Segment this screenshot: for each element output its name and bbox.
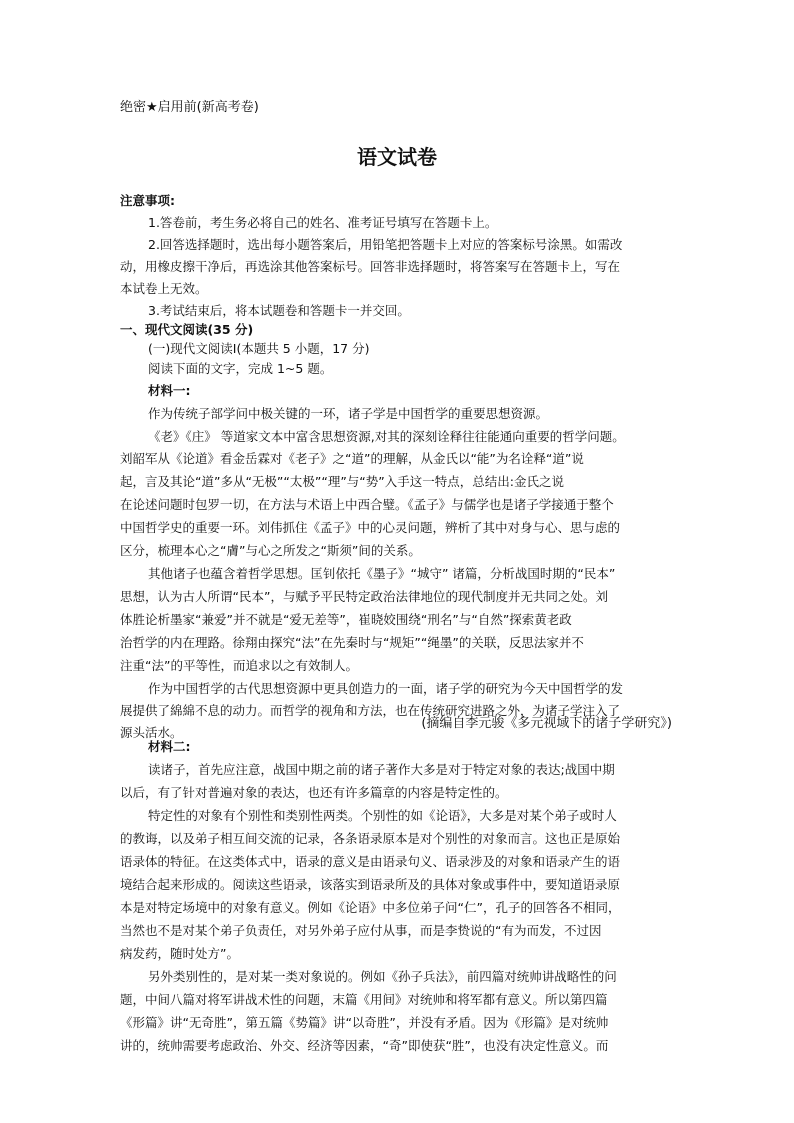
material-1-line: 《老》《庄》 等道家文本中富含思想资源,对其的深刻诠释往往能通向重要的哲学问题。 [148,429,625,444]
notes-item-2-line-1: 2.回答选择题时，选出每小题答案后，用铅笔把答题卡上对应的答案标号涂黑。如需改 [148,237,623,252]
material-2-line: 语录体的特征。在这类体式中，语录的意义是由语录句义、语录涉及的对象和语录产生的语 [120,854,621,869]
section-heading: 一、现代文阅读(35 分) [120,322,254,337]
material-1-line: 源头活水。 [120,725,183,740]
material-1-line: 展提供了綿綿不息的动力。而哲学的视角和方法，也在传统研究进路之外，为诸子学注入了 [120,703,621,718]
material-1-line: 作为传统子部学问中极关键的一环，诸子学是中国哲学的重要思想资源。 [148,406,549,421]
material-2-line: 以后，有了针对普遍对象的表达，也还有许多篇章的内容是特定性的。 [120,785,508,800]
material-2-line: 另外类别性的，是对某一类对象说的。例如《孙子兵法》，前四篇对统帅讲战略性的问 [148,969,617,984]
material-1-line: 注重“法”的平等性，而追求以之有效制人。 [120,658,358,673]
material-1-source: (摘编自李元骏《多元视域下的诸子学研究》) [421,716,672,731]
section-subheading: (一)现代文阅读Ⅰ(本题共 5 小题，17 分) [148,341,370,356]
material-1-line: 在论述问题时包罗一切，在方法与术语上中西合璧。《孟子》与儒学也是诸子学接通于整个 [120,497,614,512]
page-title: 语文试卷 [357,145,437,169]
material-1-line: 体胜论析墨家“兼爱”并不就是“爱无差等”，崔晓姣围绕“刑名”与“自然”探索黄老政 [120,612,572,627]
material-1-line: 思想，认为古人所谓“民本”，与赋予平民特定政治法律地位的现代制度并无共同之处。刘 [120,589,608,604]
material-1-line: 起，言及其论“道”多从“无极”“太极”“理”与“势”入手这一特点，总结出:金氏之说 [120,474,564,489]
material-2-line: 题，中间八篇对将军讲战术性的问题，末篇《用间》对统帅和将军都有意义。所以第四篇 [120,992,608,1007]
material-1-line: 治哲学的内在理路。徐翔由探究“法”在先秦时与“规矩”“绳墨”的关联，反思法家并不 [120,635,584,650]
material-1-line: 其他诸子也蕴含着哲学思想。匡钊依托《墨子》“城守” 诸篇，分析战国时期的“民本” [148,566,616,581]
material-2-line: 讲的，统帅需要考虑政治、外交、经济等因素，“奇”即使获“胜”，也没有决定性意义。而 [120,1038,609,1053]
material-2-line: 《形篇》讲“无奇胜”，第五篇《势篇》讲“以奇胜”，并没有矛盾。因为《形篇》是对统帅 [120,1015,609,1030]
material-1-line: 作为中国哲学的古代思想资源中更具创造力的一面，诸子学的研究为今天中国哲学的发 [148,681,624,696]
material-1-line: 中国哲学史的重要一环。刘伟抓住《孟子》中的心灵问题，辨析了其中对身与心、思与虑的 [120,520,621,535]
notes-item-2-line-3: 本试卷上无效。 [120,281,208,296]
notes-item-1: 1.答卷前，考生务必将自己的姓名、准考证号填写在答题卡上。 [148,215,498,230]
material-2-line: 的教诲，以及弟子相互间交流的记录，各条语录原本是对个别性的对象而言。这也正是原始 [120,831,621,846]
material-2-heading: 材料二: [148,739,191,754]
reading-instruction: 阅读下面的文字，完成 1~5 题。 [148,361,333,376]
material-2-line: 本是对特定场境中的对象有意义。例如《论语》中多位弟子问“仁”，孔子的回答各不相同， [120,900,621,915]
material-1-line: 区分，梳理本心之“膚”与心之所发之“斯须”间的关系。 [120,543,421,558]
material-2-line: 境结合起来形成的。阅读这些语录，该落实到语录所及的具体对象或事件中，要知道语录原 [120,877,621,892]
material-2-line: 特定性的对象有个别性和类别性两类。个别性的如《论语》，大多是对某个弟子或时人 [148,808,617,823]
material-1-line: 刘韶军从《论道》看金岳霖对《老子》之“道”的理解，从金氏以“能”为名诠释“道”说 [120,451,584,466]
material-2-line: 读诸子，首先应注意，战国中期之前的诸子著作大多是对于特定对象的表达;战国中期 [148,762,615,777]
material-2-line: 当然也不是对某个弟子负责任，对另外弟子应付从事，而是李贽说的“有为而发，不过因 [120,923,602,938]
notes-item-2-line-2: 动，用橡皮擦干净后，再选涂其他答案标号。回答非选择题时，将答案写在答题卡上，写在 [120,259,621,274]
material-1-heading: 材料一: [148,383,191,398]
confidential-label: 绝密★启用前(新高考卷) [120,100,259,115]
notes-item-3: 3.考试结束后，将本试题卷和答题卡一并交回。 [148,303,410,318]
notes-heading: 注意事项: [120,193,175,208]
material-2-line: 病发药，随时处方”。 [120,946,239,961]
